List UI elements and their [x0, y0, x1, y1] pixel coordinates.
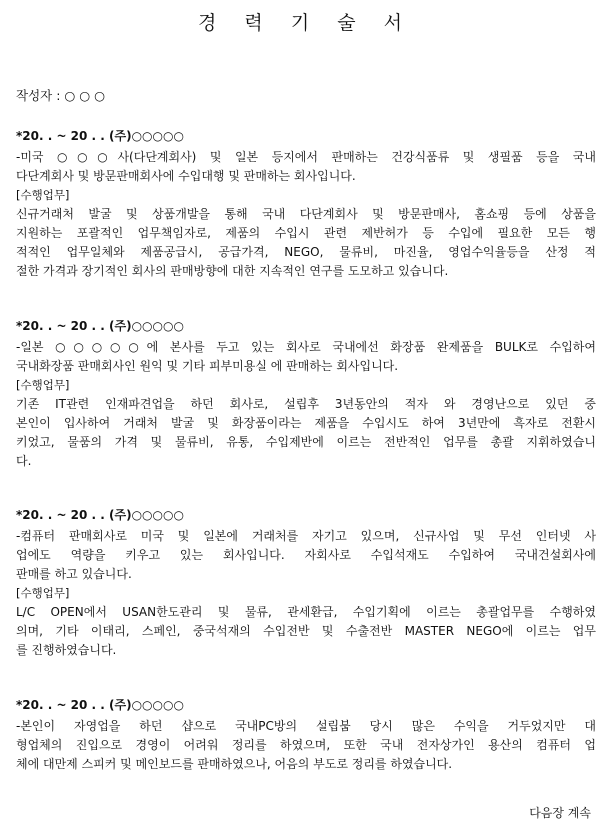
duty-label: [수행업무]	[16, 188, 70, 202]
description-line: -본인이 자영업을 하던 샵으로 국내PC방의 설립붐 당시 많은 수익을 거두었지만 대	[16, 719, 596, 733]
duty-line: L/C OPEN에서 USAN한도관리 및 물류, 관세환급, 수입기획에 이르는 총괄업무를 수행하였	[16, 605, 596, 619]
career-period: *20. . ~ 20 . . (주)○○○○○	[16, 698, 184, 712]
document-title: 경 력 기 술 서	[198, 12, 413, 34]
career-period: *20. . ~ 20 . . (주)○○○○○	[16, 508, 184, 522]
career-section-4	[16, 697, 596, 774]
duty-line: 를 진행하였습니다.	[16, 643, 117, 657]
description-line: 판매를 하고 있습니다.	[16, 567, 132, 581]
duty-line: 신규거래처 발굴 및 상품개발을 통해 국내 다단계회사 및 방문판매사, 홈쇼핑 등에 상품을	[16, 207, 596, 221]
duty-line: 지원하는 포괄적인 업무책임자로, 제품의 수입시 관련 제반허가 등 수입에 필요한 모든 행	[16, 226, 596, 240]
description-line: 국내화장품 판매회사인 원익 및 기타 피부미용실 에 판매하는 회사입니다.	[16, 359, 399, 373]
description-line: 체에 대만제 스피커 및 메인보드를 판매하였으나, 어음의 부도로 정리를 하였습니다.	[16, 757, 453, 771]
duty-line: 적적인 업무일체와 제품공급시, 공급가격, NEGO, 물류비, 마진율, 영업수익율등을 산정 적	[16, 245, 596, 259]
description-line: 다단계회사 및 방문판매회사에 수입대행 및 판매하는 회사입니다.	[16, 169, 356, 183]
description-line: 형업체의 진입으로 경영이 어려워 정리를 하였으며, 또한 국내 전자상가인 용산의 컴퓨터 업	[16, 738, 596, 752]
author-line: 작성자 : ○ ○ ○	[16, 88, 106, 103]
duty-line: 본인이 입사하여 거래처 발굴 및 화장품이라는 제품을 수입시도 하여 3년만에 흑자로 전환시	[16, 416, 596, 430]
description-line: -일본 ○○○○○에 본사를 두고 있는 회사로 국내에선 화장품 완제품을 BULK로 수입하여	[16, 340, 596, 354]
career-period: *20. . ~ 20 . . (주)○○○○○	[16, 319, 184, 333]
duty-line: 절한 가격과 장기적인 회사의 판매방향에 대한 지속적인 연구를 도모하고 있습니다.	[16, 264, 449, 278]
career-period: *20. . ~ 20 . . (주)○○○○○	[16, 129, 184, 143]
duty-line: 기존 IT관련 인재파견업을 하던 회사로, 설립후 3년동안의 적자 와 경영난으로 있던 중	[16, 397, 596, 411]
career-section-1	[16, 128, 596, 281]
duty-label: [수행업무]	[16, 378, 70, 392]
career-section-2	[16, 318, 596, 471]
duty-label: [수행업무]	[16, 586, 70, 600]
description-line: 업에도 역량을 키우고 있는 회사입니다. 자회사로 수입석재도 수입하여 국내건설회사에	[16, 548, 596, 562]
duty-line: 의며, 기타 이태리, 스페인, 중국석재의 수입전반 및 수출전반 MASTER NEGO에 이르는 업무	[16, 624, 596, 638]
continued-note: 다음장 계속	[529, 806, 591, 820]
description-line: -미국 ○○○사(다단계회사) 및 일본 등지에서 판매하는 건강식품류 및 생필품 등을 국내	[16, 150, 596, 164]
duty-line: 키었고, 물품의 가격 및 물류비, 유통, 수입제반에 이르는 전반적인 업무를 총괄 지휘하였습니	[16, 435, 596, 449]
description-line: -컴퓨터 판매회사로 미국 및 일본에 거래처를 자기고 있으며, 신규사업 및 무선 인터넷 사	[16, 529, 596, 543]
career-section-3	[16, 507, 596, 660]
duty-line: 다.	[16, 454, 32, 468]
